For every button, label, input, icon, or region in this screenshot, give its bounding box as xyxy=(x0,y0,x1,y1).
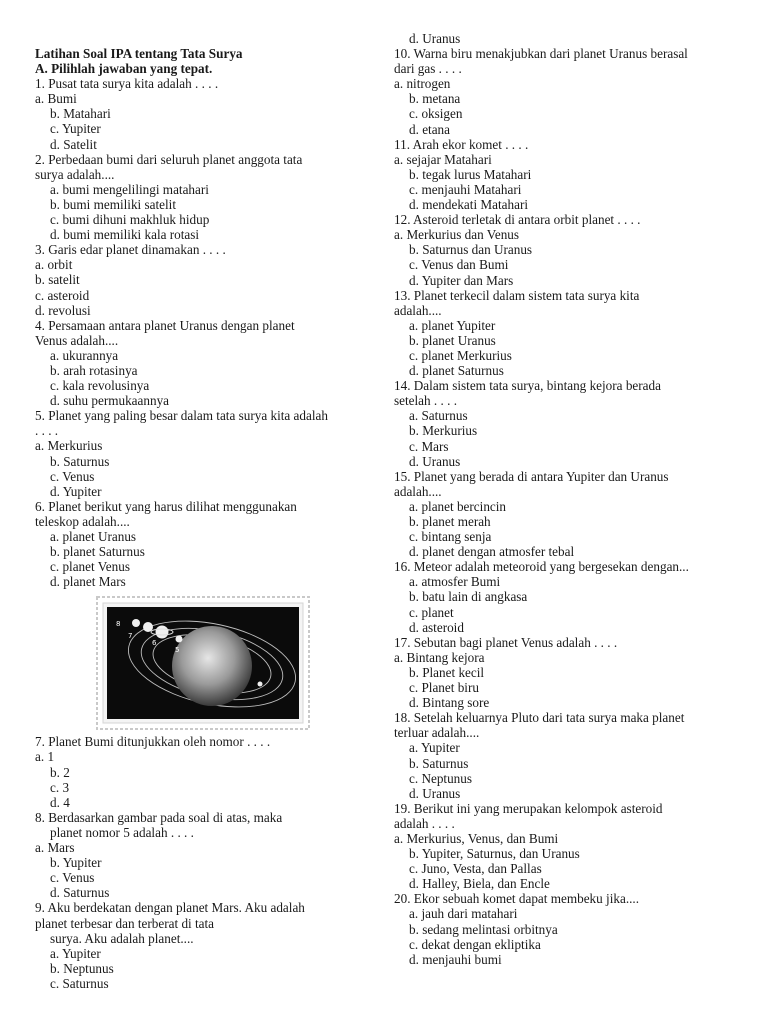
left-column xyxy=(35,46,380,991)
text-line: a. jauh dari matahari xyxy=(409,906,518,922)
text-line: d. revolusi xyxy=(35,302,91,318)
text-line: c. Yupiter xyxy=(50,121,101,137)
text-line: d. menjauhi bumi xyxy=(409,951,502,967)
text-line: setelah . . . . xyxy=(394,393,457,409)
text-line: d. planet Mars xyxy=(50,574,126,590)
text-line: 3. Garis edar planet dinamakan . . . . xyxy=(35,242,226,258)
text-line: b. Saturnus xyxy=(409,755,469,771)
planet-6 xyxy=(156,626,169,639)
text-line: a. atmosfer Bumi xyxy=(409,574,501,590)
figure-number-8: 8 xyxy=(116,620,121,629)
text-line: d. planet dengan atmosfer tebal xyxy=(409,544,575,560)
planet-small xyxy=(258,682,263,687)
text-line: d. Yupiter dan Mars xyxy=(409,272,514,288)
figure-number-5: 5 xyxy=(175,646,180,655)
text-line: a. planet Yupiter xyxy=(409,317,496,333)
text-line: c. Venus xyxy=(50,468,95,484)
text-line: c. planet xyxy=(409,604,454,620)
text-line: surya. Aku adalah planet.... xyxy=(50,930,194,946)
text-line: c. menjauhi Matahari xyxy=(409,181,522,197)
text-line: 18. Setelah keluarnya Pluto dari tata surya maka planet xyxy=(394,710,685,726)
text-line: c. Planet biru xyxy=(409,680,479,696)
text-line: d. asteroid xyxy=(409,619,464,635)
text-line: 17. Sebutan bagi planet Venus adalah . . . . xyxy=(394,634,618,650)
text-line: b. Saturnus dan Uranus xyxy=(409,242,533,258)
text-line: a. Yupiter xyxy=(409,740,460,756)
text-line: d. Satelit xyxy=(50,136,97,152)
section-heading: A. Pilihlah jawaban yang tepat. xyxy=(35,61,213,77)
text-line: 5. Planet yang paling besar dalam tata surya kita adalah xyxy=(35,408,328,424)
planet-5 xyxy=(176,636,183,643)
text-line: b. Saturnus xyxy=(50,453,110,469)
text-line: a. 1 xyxy=(35,749,55,765)
text-line: c. Venus dan Bumi xyxy=(409,257,509,273)
right-questions xyxy=(394,31,744,967)
text-line: d. mendekati Matahari xyxy=(409,197,529,213)
left-questions-continued xyxy=(35,734,380,991)
text-line: d. bumi memiliki kala rotasi xyxy=(50,227,200,243)
text-line: . . . . xyxy=(35,423,59,439)
text-line: b. Matahari xyxy=(50,106,111,122)
text-line: a. planet bercincin xyxy=(409,498,507,514)
text-line: c. Venus xyxy=(50,870,95,886)
text-line: c. Neptunus xyxy=(409,770,472,786)
text-line: b. 2 xyxy=(50,764,70,780)
figure-number-6: 6 xyxy=(152,639,157,648)
text-line: terluar adalah.... xyxy=(394,725,480,741)
text-line: a. Bintang kejora xyxy=(394,649,485,665)
text-line: d. planet Saturnus xyxy=(409,363,504,379)
text-line: d. 4 xyxy=(50,794,70,810)
text-line: 4. Persamaan antara planet Uranus dengan planet xyxy=(35,317,295,333)
text-line: a. Merkurius xyxy=(35,438,103,454)
text-line: d. etana xyxy=(409,121,451,137)
text-line: planet terbesar dan terberat di tata xyxy=(35,915,215,931)
text-line: 7. Planet Bumi ditunjukkan oleh nomor . . . . xyxy=(35,734,271,750)
text-line: c. planet Venus xyxy=(50,559,130,575)
text-line: 2. Perbedaan bumi dari seluruh planet anggota tata xyxy=(35,151,303,167)
text-line: c. 3 xyxy=(50,779,70,795)
stamp-frame xyxy=(96,596,310,730)
text-line: a. Yupiter xyxy=(50,945,101,961)
planet-8 xyxy=(132,619,140,627)
text-line: teleskop adalah.... xyxy=(35,513,130,529)
text-line: d. suhu permukaannya xyxy=(50,393,170,409)
text-line: b. batu lain di angkasa xyxy=(409,589,528,605)
text-line: c. Juno, Vesta, dan Pallas xyxy=(409,861,542,877)
text-line: c. bumi dihuni makhluk hidup xyxy=(50,212,210,228)
text-line: 1. Pusat tata surya kita adalah . . . . xyxy=(35,76,219,92)
text-line: 10. Warna biru menakjubkan dari planet Uranus berasal xyxy=(394,46,688,62)
text-line: 13. Planet terkecil dalam sistem tata surya kita xyxy=(394,287,640,303)
text-line: 15. Planet yang berada di antara Yupiter dan Uranus xyxy=(394,468,669,484)
text-line: c. oksigen xyxy=(409,106,463,122)
text-line: b. Yupiter, Saturnus, dan Uranus xyxy=(409,846,580,862)
text-line: d. Uranus xyxy=(409,785,461,801)
text-line: b. Merkurius xyxy=(409,423,478,439)
text-line: 9. Aku berdekatan dengan planet Mars. Aku adalah xyxy=(35,900,305,916)
text-line: planet nomor 5 adalah . . . . xyxy=(50,824,194,840)
text-line: adalah . . . . xyxy=(394,815,455,831)
text-line: adalah.... xyxy=(394,483,442,499)
solar-system-figure xyxy=(96,596,310,730)
text-line: b. Yupiter xyxy=(50,855,102,871)
text-line: b. Planet kecil xyxy=(409,664,485,680)
text-line: 14. Dalam sistem tata surya, bintang kejora berada xyxy=(394,378,661,394)
text-line: 6. Planet berikut yang harus dilihat menggunakan xyxy=(35,498,297,514)
text-line: b. sedang melintasi orbitnya xyxy=(409,921,558,937)
text-line: c. dekat dengan ekliptika xyxy=(409,936,541,952)
text-line: a. Merkurius dan Venus xyxy=(394,227,520,243)
right-column xyxy=(394,31,744,967)
text-line: d. Uranus xyxy=(409,31,461,46)
text-line: a. sejajar Matahari xyxy=(394,151,492,167)
left-questions xyxy=(35,76,380,589)
text-line: b. planet Saturnus xyxy=(50,544,145,560)
text-line: b. planet Uranus xyxy=(409,332,496,348)
text-line: d. Saturnus xyxy=(50,885,110,901)
text-line: a. ukurannya xyxy=(50,347,119,363)
text-line: dari gas . . . . xyxy=(394,61,462,77)
text-line: c. kala revolusinya xyxy=(50,378,150,394)
text-line: surya adalah.... xyxy=(35,166,115,182)
text-line: d. Bintang sore xyxy=(409,695,490,711)
text-line: 20. Ekor sebuah komet dapat membeku jika.... xyxy=(394,891,640,907)
text-line: Venus adalah.... xyxy=(35,332,119,348)
text-line: a. Saturnus xyxy=(409,408,468,424)
text-line: b. bumi memiliki satelit xyxy=(50,196,177,212)
text-line: a. planet Uranus xyxy=(50,529,137,544)
text-line: c. Saturnus xyxy=(50,975,109,991)
text-line: adalah.... xyxy=(394,302,442,318)
text-line: 16. Meteor adalah meteoroid yang bergesekan dengan... xyxy=(394,559,689,575)
worksheet-title: Latihan Soal IPA tentang Tata Surya xyxy=(35,46,243,61)
text-line: a. orbit xyxy=(35,257,73,273)
text-line: 11. Arah ekor komet . . . . xyxy=(394,136,529,152)
text-line: a. nitrogen xyxy=(394,76,451,92)
text-line: b. arah rotasinya xyxy=(50,362,138,378)
text-line: c. asteroid xyxy=(35,287,90,303)
text-line: b. planet merah xyxy=(409,514,491,529)
text-line: d. Halley, Biela, dan Encle xyxy=(409,876,550,892)
text-line: b. metana xyxy=(409,91,461,107)
figure-number-7: 7 xyxy=(128,632,133,641)
text-line: c. planet Merkurius xyxy=(409,347,512,363)
text-line: 19. Berikut ini yang merupakan kelompok asteroid xyxy=(394,800,663,816)
text-line: 12. Asteroid terletak di antara orbit planet . . . . xyxy=(394,212,641,228)
text-line: d. Uranus xyxy=(409,453,461,469)
sun xyxy=(172,626,252,706)
text-line: c. Mars xyxy=(409,438,449,454)
text-line: a. Bumi xyxy=(35,91,77,107)
text-line: a. Merkurius, Venus, dan Bumi xyxy=(394,830,559,846)
text-line: a. Mars xyxy=(35,840,75,856)
text-line: c. bintang senja xyxy=(409,529,492,545)
text-line: b. satelit xyxy=(35,272,80,288)
text-line: d. Yupiter xyxy=(50,483,102,499)
text-line: 8. Berdasarkan gambar pada soal di atas, maka xyxy=(35,809,283,825)
text-line: b. tegak lurus Matahari xyxy=(409,166,532,182)
text-line: a. bumi mengelilingi matahari xyxy=(50,181,209,197)
text-line: b. Neptunus xyxy=(50,960,114,976)
